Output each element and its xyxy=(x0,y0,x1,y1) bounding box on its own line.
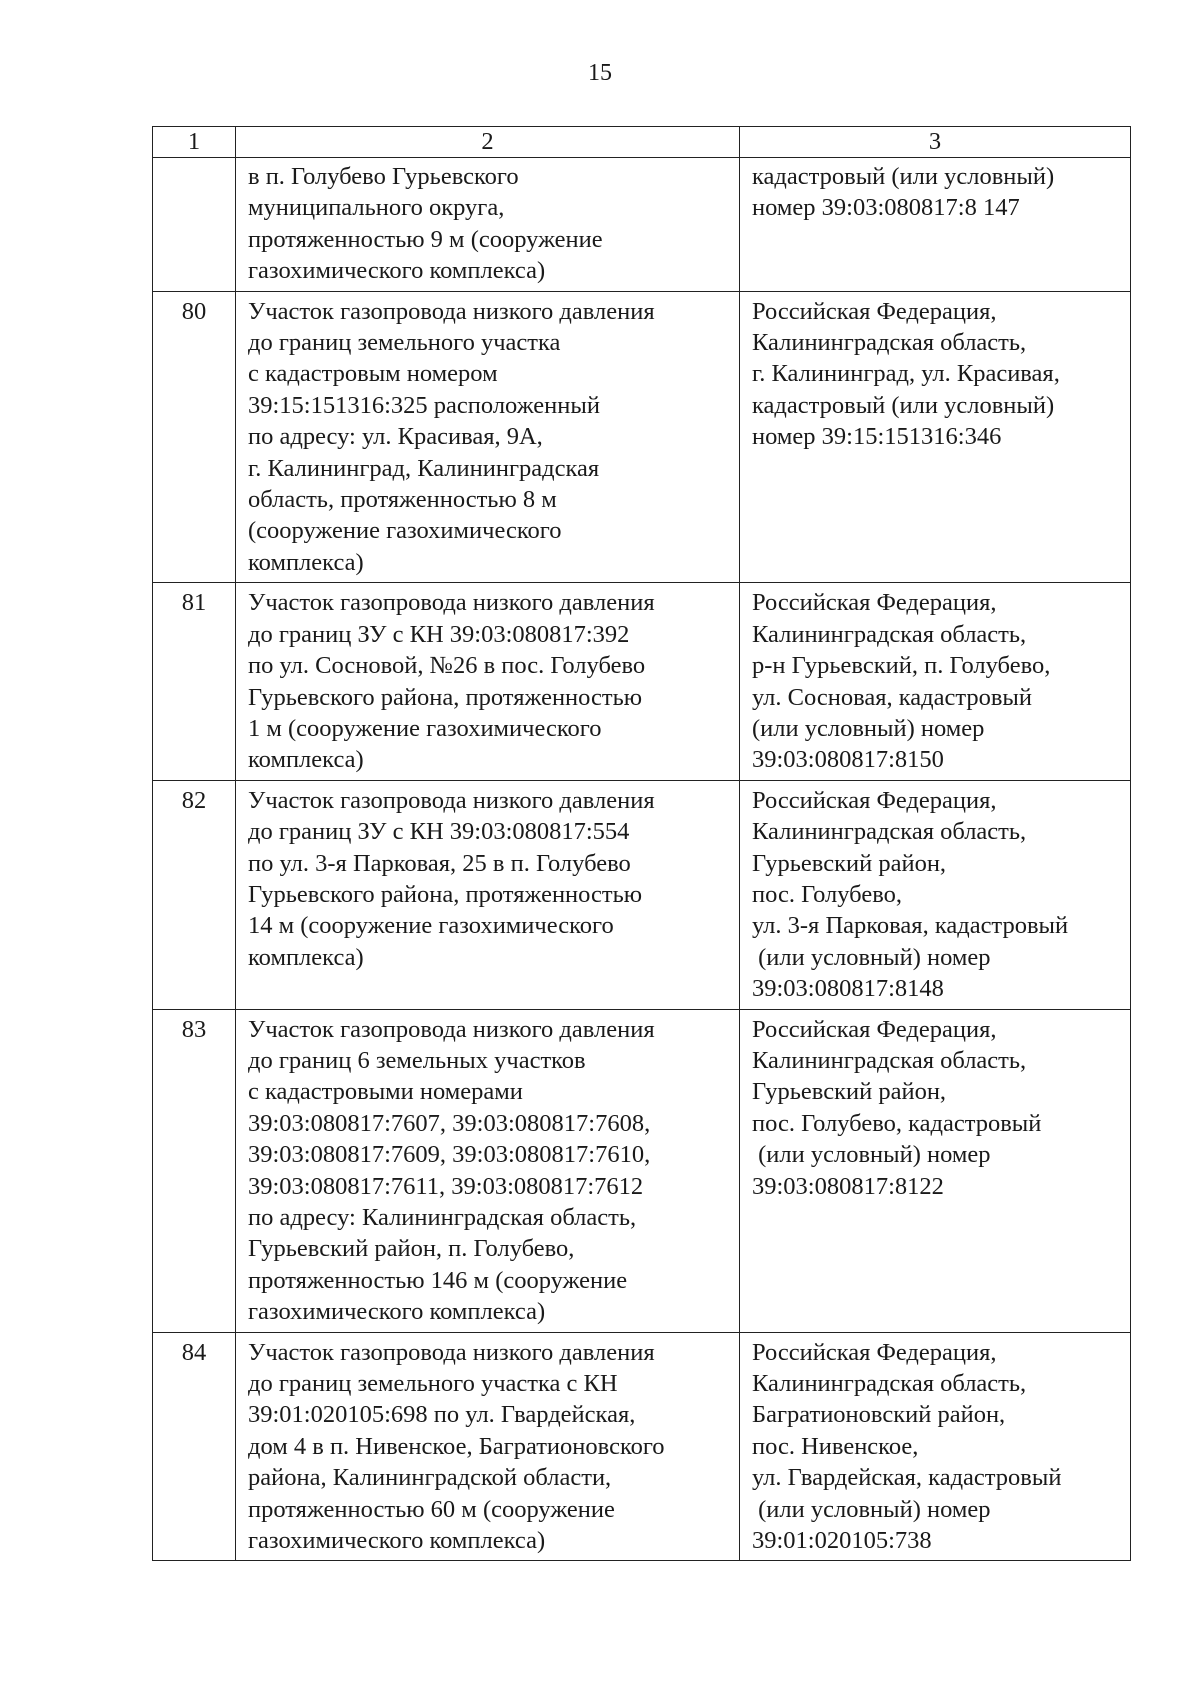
location-line: 39:03:080817:8122 xyxy=(752,1172,944,1200)
row-number: 81 xyxy=(181,589,207,617)
object-description-cell xyxy=(236,1009,740,1332)
location-line: пос. Нивенское, xyxy=(752,1432,919,1460)
location-line: кадастровый (или условный) xyxy=(752,391,1055,419)
object-description-line: до границ земельного участка xyxy=(248,329,561,357)
object-description-line: по ул. Сосновой, №26 в пос. Голубево xyxy=(248,652,646,680)
row-number: 83 xyxy=(181,1015,207,1043)
location-line: кадастровый (или условный) xyxy=(752,163,1055,190)
location-line: Гурьевский район, xyxy=(752,849,947,877)
object-description-line: до границ ЗУ с КН 39:03:080817:392 xyxy=(248,620,630,648)
location-line: (или условный) номер xyxy=(752,943,991,971)
location-line: 39:01:020105:738 xyxy=(752,1527,932,1555)
object-description-line: 39:03:080817:7609, 39:03:080817:7610, xyxy=(248,1141,651,1169)
location-line: р-н Гурьевский, п. Голубево, xyxy=(752,652,1051,680)
object-description-line: комплекса) xyxy=(248,943,364,971)
object-description-line: муниципального округа, xyxy=(248,194,505,222)
object-description-line: 39:15:151316:325 расположенный xyxy=(248,391,600,419)
object-description-cell xyxy=(236,291,740,583)
table-row xyxy=(153,1332,1131,1561)
object-description-line: Участок газопровода низкого давления xyxy=(248,1015,655,1043)
object-description-line: (сооружение газохимического xyxy=(248,517,562,545)
location-line: 39:03:080817:8150 xyxy=(752,746,944,774)
table-row xyxy=(153,158,1131,292)
table-row xyxy=(153,291,1131,583)
object-description-line: комплекса) xyxy=(248,548,364,576)
column-header-1: 1 xyxy=(153,127,236,158)
object-description-cell xyxy=(236,583,740,780)
object-description-line: 1 м (сооружение газохимического xyxy=(248,714,602,742)
location-line: ул. 3-я Парковая, кадастровый xyxy=(752,912,1069,940)
row-number: 82 xyxy=(181,786,207,814)
object-description-line: Участок газопровода низкого давления xyxy=(248,1338,655,1366)
object-description-line: с кадастровым номером xyxy=(248,360,498,388)
object-description-line: г. Калининград, Калининградская xyxy=(248,454,600,482)
location-line: Калининградская область, xyxy=(752,1046,1027,1074)
location-cell xyxy=(740,158,1131,292)
location-line: пос. Голубево, xyxy=(752,880,902,908)
object-description-line: область, протяженностью 8 м xyxy=(248,486,557,514)
location-line: номер 39:03:080817:8 147 xyxy=(752,194,1020,222)
object-description-line: Участок газопровода низкого давления xyxy=(248,786,655,814)
row-number-cell xyxy=(153,1009,236,1332)
object-description-line: Гурьевского района, протяженностью xyxy=(248,683,643,711)
object-description-line: Гурьевский район, п. Голубево, xyxy=(248,1235,575,1263)
object-description-line: по адресу: Калининградская область, xyxy=(248,1204,637,1231)
location-cell xyxy=(740,1332,1131,1561)
object-description-line: газохимического комплекса) xyxy=(248,1298,546,1326)
location-line: (или условный) номер xyxy=(752,1495,991,1523)
row-number: 80 xyxy=(181,297,207,325)
object-description-line: до границ ЗУ с КН 39:03:080817:554 xyxy=(248,818,630,846)
location-line: пос. Голубево, кадастровый xyxy=(752,1109,1042,1137)
object-description-line: протяженностью 60 м (сооружение xyxy=(248,1495,615,1523)
object-description-line: по ул. 3-я Парковая, 25 в п. Голубево xyxy=(248,849,631,877)
location-line: номер 39:15:151316:346 xyxy=(752,423,1002,451)
object-description-line: газохимического комплекса) xyxy=(248,1527,546,1555)
location-line: Российская Федерация, xyxy=(752,297,997,325)
location-cell xyxy=(740,1009,1131,1332)
location-line: г. Калининград, ул. Красивая, xyxy=(752,360,1060,388)
row-number-cell xyxy=(153,780,236,1009)
object-description-line: в п. Голубево Гурьевского xyxy=(248,163,519,190)
location-line: Калининградская область, xyxy=(752,818,1027,846)
page-number: 15 xyxy=(588,60,612,86)
object-description-line: протяженностью 146 м (сооружение xyxy=(248,1266,628,1294)
object-description-line: Участок газопровода низкого давления xyxy=(248,297,655,325)
object-description-line: с кадастровыми номерами xyxy=(248,1078,523,1106)
location-line: (или условный) номер xyxy=(752,714,985,742)
location-line: Российская Федерация, xyxy=(752,1015,997,1043)
object-description-line: до границ 6 земельных участков xyxy=(248,1046,586,1074)
location-line: Российская Федерация, xyxy=(752,786,997,814)
location-line: Российская Федерация, xyxy=(752,1338,997,1366)
object-description-line: 39:03:080817:7607, 39:03:080817:7608, xyxy=(248,1109,651,1137)
location-line: 39:03:080817:8148 xyxy=(752,975,944,1003)
object-description-line: 39:03:080817:7611, 39:03:080817:7612 xyxy=(248,1172,644,1200)
object-description-line: 39:01:020105:698 по ул. Гвардейская, xyxy=(248,1401,636,1429)
object-description-line: протяженностью 9 м (сооружение xyxy=(248,225,603,253)
table-row xyxy=(153,1009,1131,1332)
location-cell xyxy=(740,291,1131,583)
table-row xyxy=(153,780,1131,1009)
location-cell xyxy=(740,583,1131,780)
object-description-line: района, Калининградской области, xyxy=(248,1464,612,1492)
location-cell xyxy=(740,780,1131,1009)
row-number-cell xyxy=(153,583,236,780)
table-row xyxy=(153,583,1131,780)
location-line: Багратионовский район, xyxy=(752,1401,1006,1429)
location-line: Калининградская область, xyxy=(752,329,1027,357)
object-description-line: 14 м (сооружение газохимического xyxy=(248,912,614,940)
object-description-line: Гурьевского района, протяженностью xyxy=(248,880,643,908)
row-number-cell xyxy=(153,1332,236,1561)
location-line: Калининградская область, xyxy=(752,1370,1027,1398)
location-line: Гурьевский район, xyxy=(752,1078,947,1106)
object-description-line: до границ земельного участка с КН xyxy=(248,1370,618,1398)
object-description-line: комплекса) xyxy=(248,746,364,774)
row-number-cell xyxy=(153,291,236,583)
row-number-cell xyxy=(153,158,236,292)
location-line: ул. Сосновая, кадастровый xyxy=(752,683,1032,711)
table-header-row xyxy=(153,127,1131,158)
location-line: Калининградская область, xyxy=(752,620,1027,648)
object-description-cell xyxy=(236,158,740,292)
column-header-3: 3 xyxy=(740,127,1131,158)
object-description-line: газохимического комплекса) xyxy=(248,257,546,285)
location-line: Российская Федерация, xyxy=(752,589,997,617)
row-number xyxy=(153,158,235,162)
location-line: (или условный) номер xyxy=(752,1141,991,1169)
row-number: 84 xyxy=(181,1338,207,1366)
location-line: ул. Гвардейская, кадастровый xyxy=(752,1464,1062,1492)
object-description-cell xyxy=(236,1332,740,1561)
object-description-line: по адресу: ул. Красивая, 9А, xyxy=(248,423,543,451)
column-header-2: 2 xyxy=(236,127,740,158)
object-description-line: дом 4 в п. Нивенское, Багратионовского xyxy=(248,1432,665,1460)
object-description-cell xyxy=(236,780,740,1009)
register-table xyxy=(152,126,1131,1561)
object-description-line: Участок газопровода низкого давления xyxy=(248,589,655,617)
